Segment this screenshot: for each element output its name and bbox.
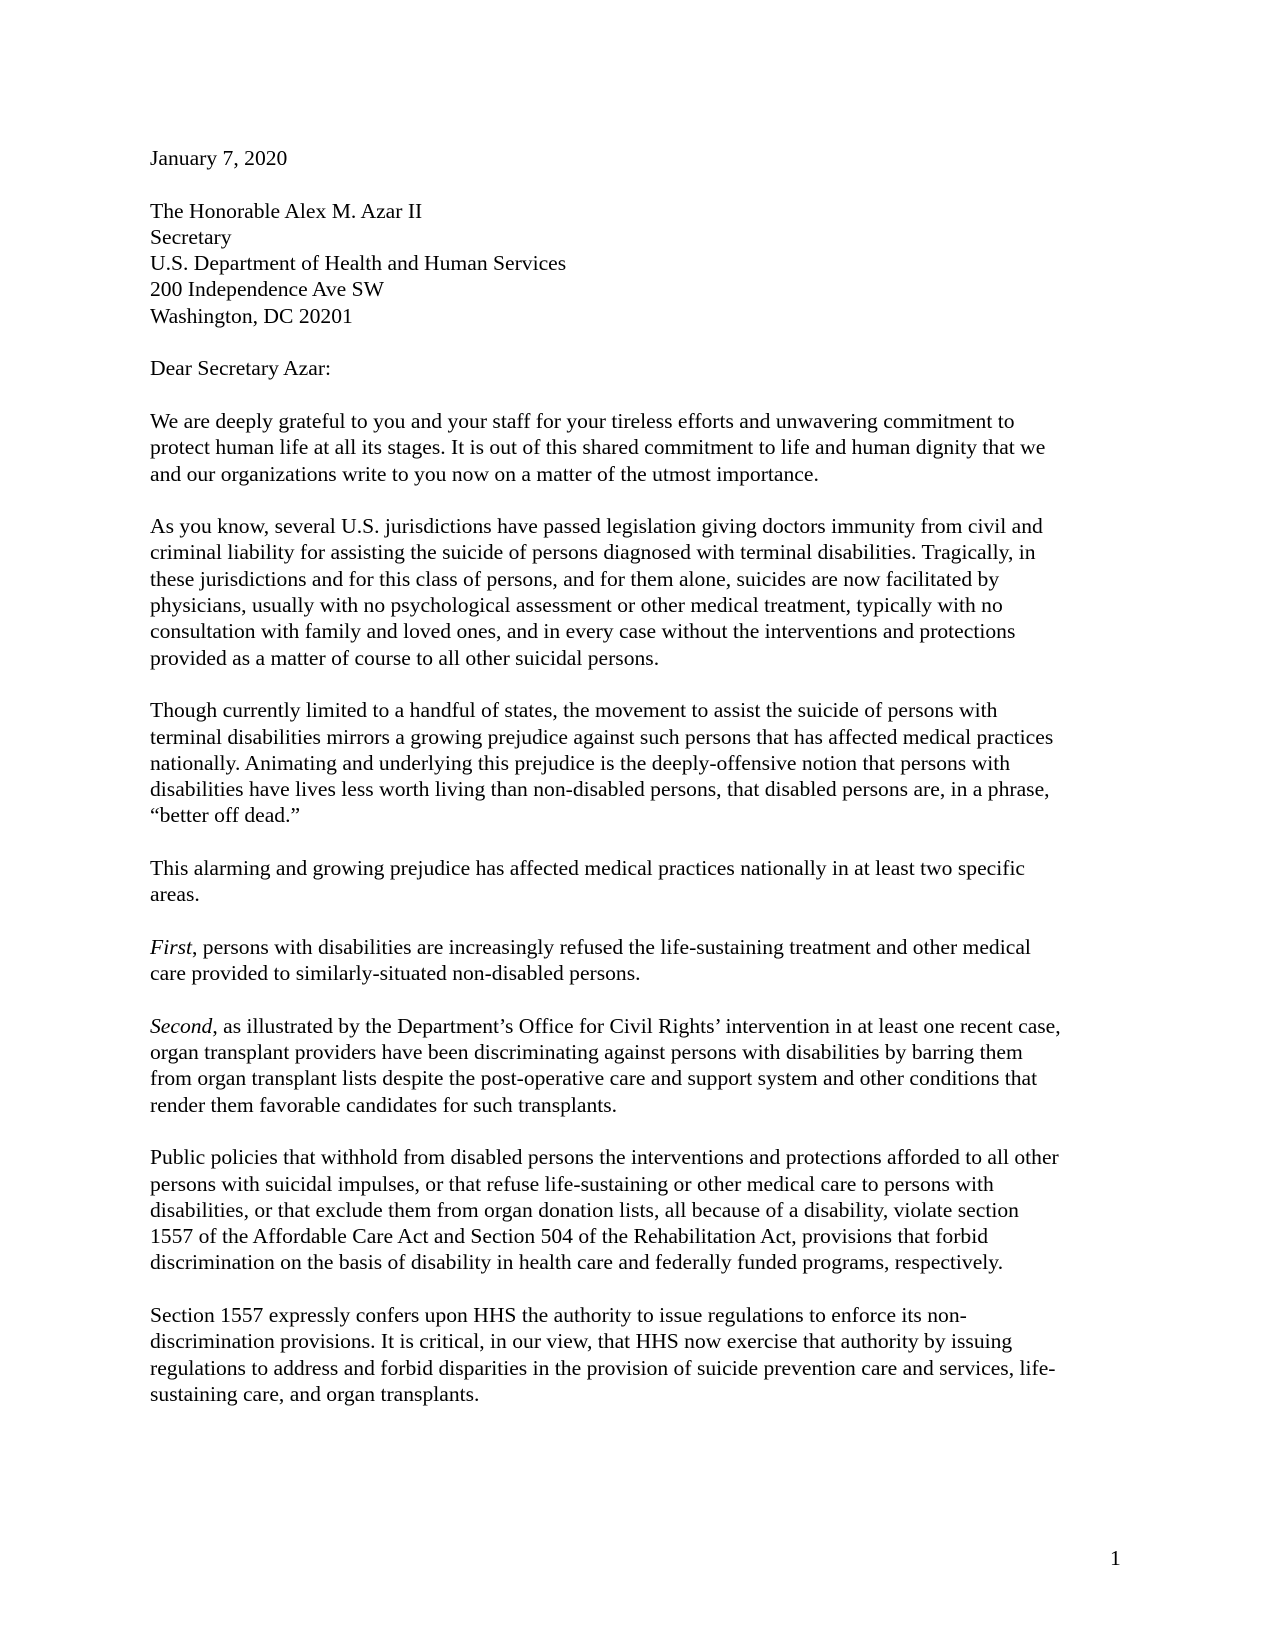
- recipient-address: [150, 198, 1130, 329]
- paragraph-line: terminal disabilities mirrors a growing prejudice against such persons that has affected medical practices: [150, 724, 1054, 749]
- paragraph-line: render them favorable candidates for such transplants.: [150, 1092, 618, 1117]
- paragraph-line: Though currently limited to a handful of states, the movement to assist the suicide of persons with: [150, 698, 998, 723]
- letter-body: [150, 145, 1130, 1434]
- paragraph-line: criminal liability for assisting the suicide of persons diagnosed with terminal disabilities. Tragically, in: [150, 540, 1036, 565]
- paragraph-line: protect human life at all its stages. It is out of this shared commitment to life and human dignity that we: [150, 435, 1046, 460]
- paragraph-line: regulations to address and forbid disparities in the provision of suicide prevention care and services, life-: [150, 1355, 1056, 1380]
- first-lead-word: First: [150, 934, 192, 959]
- second-line-rest: , as illustrated by the Department’s Office for Civil Rights’ intervention in at least one recent case,: [212, 1013, 1061, 1038]
- paragraph-gratitude: [150, 408, 1130, 487]
- paragraph-line: disabilities, or that exclude them from organ donation lists, all because of a disability, violate section: [150, 1197, 1019, 1222]
- paragraph-legislation: [150, 513, 1130, 671]
- paragraph-public-policies: [150, 1144, 1130, 1275]
- address-line: 200 Independence Ave SW: [150, 277, 385, 302]
- paragraph-line: from organ transplant lists despite the post-operative care and support system and other conditions that: [150, 1066, 1038, 1091]
- paragraph-line: consultation with family and loved ones, and in every case without the interventions and protections: [150, 619, 1016, 644]
- paragraph-line: discrimination on the basis of disability in health care and federally funded programs, respectively.: [150, 1250, 1004, 1275]
- paragraph-line: 1557 of the Affordable Care Act and Section 504 of the Rehabilitation Act, provisions that forbid: [150, 1224, 988, 1249]
- paragraph-line: [150, 934, 1130, 960]
- paragraph-line: nationally. Animating and underlying this prejudice is the deeply-offensive notion that persons with: [150, 750, 1010, 775]
- address-line: Secretary: [150, 224, 232, 249]
- paragraph-line: areas.: [150, 882, 200, 907]
- salutation-line: Dear Secretary Azar:: [150, 356, 332, 381]
- paragraph-line: We are deeply grateful to you and your staff for your tireless efforts and unwavering commitment to: [150, 408, 1015, 433]
- paragraph-line: “better off dead.”: [150, 803, 301, 828]
- paragraph-prejudice: [150, 697, 1130, 828]
- paragraph-line: care provided to similarly-situated non-disabled persons.: [150, 961, 641, 986]
- first-line-rest: , persons with disabilities are increasingly refused the life-sustaining treatment and other medical: [192, 934, 1031, 959]
- address-line: Washington, DC 20201: [150, 303, 353, 328]
- salutation: [150, 355, 1130, 381]
- paragraph-two-areas: [150, 855, 1130, 908]
- address-line: The Honorable Alex M. Azar II: [150, 198, 423, 223]
- paragraph-line: these jurisdictions and for this class of persons, and for them alone, suicides are now facilitated by: [150, 566, 1000, 591]
- paragraph-line: provided as a matter of course to all other suicidal persons.: [150, 645, 660, 670]
- paragraph-line: As you know, several U.S. jurisdictions have passed legislation giving doctors immunity from civil and: [150, 514, 1043, 539]
- paragraph-line: persons with suicidal impulses, or that refuse life-sustaining or other medical care to persons with: [150, 1171, 994, 1196]
- paragraph-first-area: [150, 934, 1130, 987]
- paragraph-line: organ transplant providers have been discriminating against persons with disabilities by barring them: [150, 1040, 1023, 1065]
- address-line: U.S. Department of Health and Human Services: [150, 251, 567, 276]
- paragraph-line: discrimination provisions. It is critical, in our view, that HHS now exercise that authority by issuing: [150, 1329, 1013, 1354]
- paragraph-section-1557: [150, 1302, 1130, 1407]
- paragraph-second-area: [150, 1013, 1130, 1118]
- paragraph-line: Public policies that withhold from disabled persons the interventions and protections afforded to all other: [150, 1145, 1059, 1170]
- paragraph-line: and our organizations write to you now on a matter of the utmost importance.: [150, 461, 819, 486]
- second-lead-word: Second: [150, 1013, 213, 1038]
- paragraph-line: physicians, usually with no psychological assessment or other medical treatment, typically with no: [150, 593, 1003, 618]
- paragraph-line: sustaining care, and organ transplants.: [150, 1381, 480, 1406]
- paragraph-line: This alarming and growing prejudice has affected medical practices nationally in at least two specific: [150, 856, 1026, 881]
- paragraph-line: Section 1557 expressly confers upon HHS the authority to issue regulations to enforce its non-: [150, 1303, 967, 1328]
- paragraph-line: disabilities have lives less worth living than non-disabled persons, that disabled persons are, in a phrase,: [150, 777, 1050, 802]
- letter-date: [150, 145, 1130, 171]
- date-line: January 7, 2020: [150, 146, 288, 170]
- paragraph-line: [150, 1013, 1130, 1039]
- page-number: 1: [1110, 1546, 1121, 1570]
